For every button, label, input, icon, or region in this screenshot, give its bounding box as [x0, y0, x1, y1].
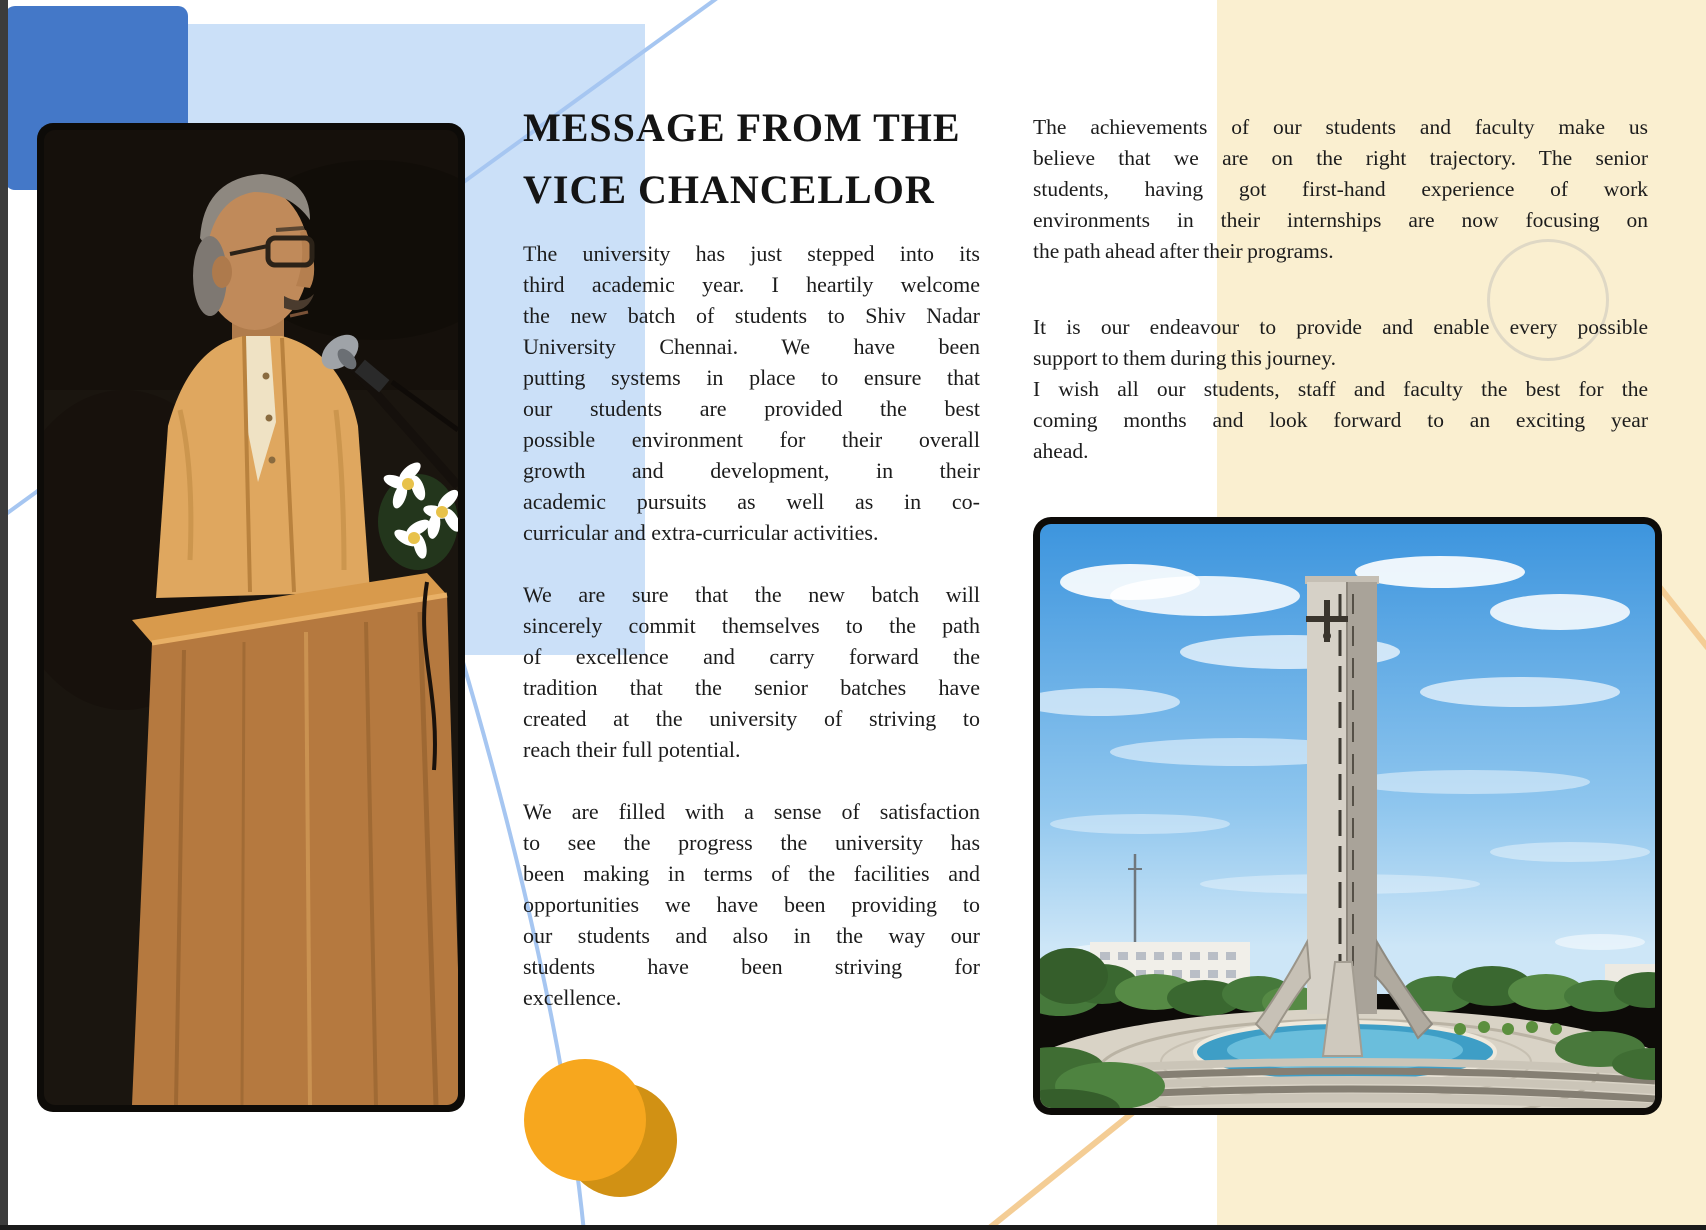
decor-tan-line-bottom [982, 1110, 1136, 1230]
text-line: coming months and look forward to an exciting year [1033, 408, 1648, 432]
text-line: support to them during this journey. [1033, 346, 1336, 370]
text-line: the new batch of students to Shiv Nadar [523, 303, 980, 328]
paragraph [523, 238, 980, 548]
text-line: The university has just stepped into its [523, 241, 980, 266]
text-line: created at the university of striving to [523, 706, 980, 731]
text-line: The achievements of our students and faculty make us [1033, 115, 1648, 139]
text-line: third academic year. I heartily welcome [523, 272, 980, 297]
text-line: We are sure that the new batch will [523, 582, 980, 607]
text-line: excellence. [523, 985, 622, 1010]
vc-photo-illustration [44, 130, 458, 1105]
text-line: students have been striving for [523, 954, 980, 979]
page-title-line2: VICE CHANCELLOR [523, 167, 935, 212]
paragraph [1033, 312, 1648, 467]
campus-photo-illustration [1040, 524, 1655, 1108]
text-line: putting systems in place to ensure that [523, 365, 980, 390]
text-line: opportunities we have been providing to [523, 892, 980, 917]
text-line: reach their full potential. [523, 737, 741, 762]
text-line: It is our endeavour to provide and enable every possible [1033, 315, 1648, 339]
text-line: curricular and extra-curricular activities. [523, 520, 879, 545]
decor-orange-circle [524, 1059, 646, 1181]
podium [132, 573, 458, 1105]
paragraph [523, 579, 980, 765]
middle-text-column [523, 238, 980, 1013]
page-title-line1: MESSAGE FROM THE [523, 105, 961, 150]
text-line: I wish all our students, staff and faculty the best for the [1033, 377, 1648, 401]
vice-chancellor-photo [37, 123, 465, 1112]
text-line: our students are provided the best [523, 396, 980, 421]
right-text-column [1033, 112, 1648, 467]
text-line: environments in their internships are now focusing on [1033, 208, 1648, 232]
text-line: growth and development, in their [523, 458, 980, 483]
page-title [523, 97, 1003, 221]
text-line: the path ahead after their programs. [1033, 239, 1334, 263]
campus-tower-photo [1033, 517, 1662, 1115]
window-edge-left [0, 0, 8, 1230]
text-line: of excellence and carry forward the [523, 644, 980, 669]
window-edge-bottom [0, 1225, 1706, 1230]
text-line: our students and also in the way our [523, 923, 980, 948]
text-line: ahead. [1033, 439, 1089, 463]
paragraph [523, 796, 980, 1013]
text-line: been making in terms of the facilities and [523, 861, 980, 886]
text-line: to see the progress the university has [523, 830, 980, 855]
text-line: University Chennai. We have been [523, 334, 980, 359]
paragraph [1033, 112, 1648, 267]
text-line: sincerely commit themselves to the path [523, 613, 980, 638]
text-line: believe that we are on the right trajectory. The senior [1033, 146, 1648, 170]
text-line: students, having got first-hand experience of work [1033, 177, 1648, 201]
text-line: We are filled with a sense of satisfaction [523, 799, 980, 824]
text-line: possible environment for their overall [523, 427, 980, 452]
text-line: academic pursuits as well as in co- [523, 489, 980, 514]
text-line: tradition that the senior batches have [523, 675, 980, 700]
